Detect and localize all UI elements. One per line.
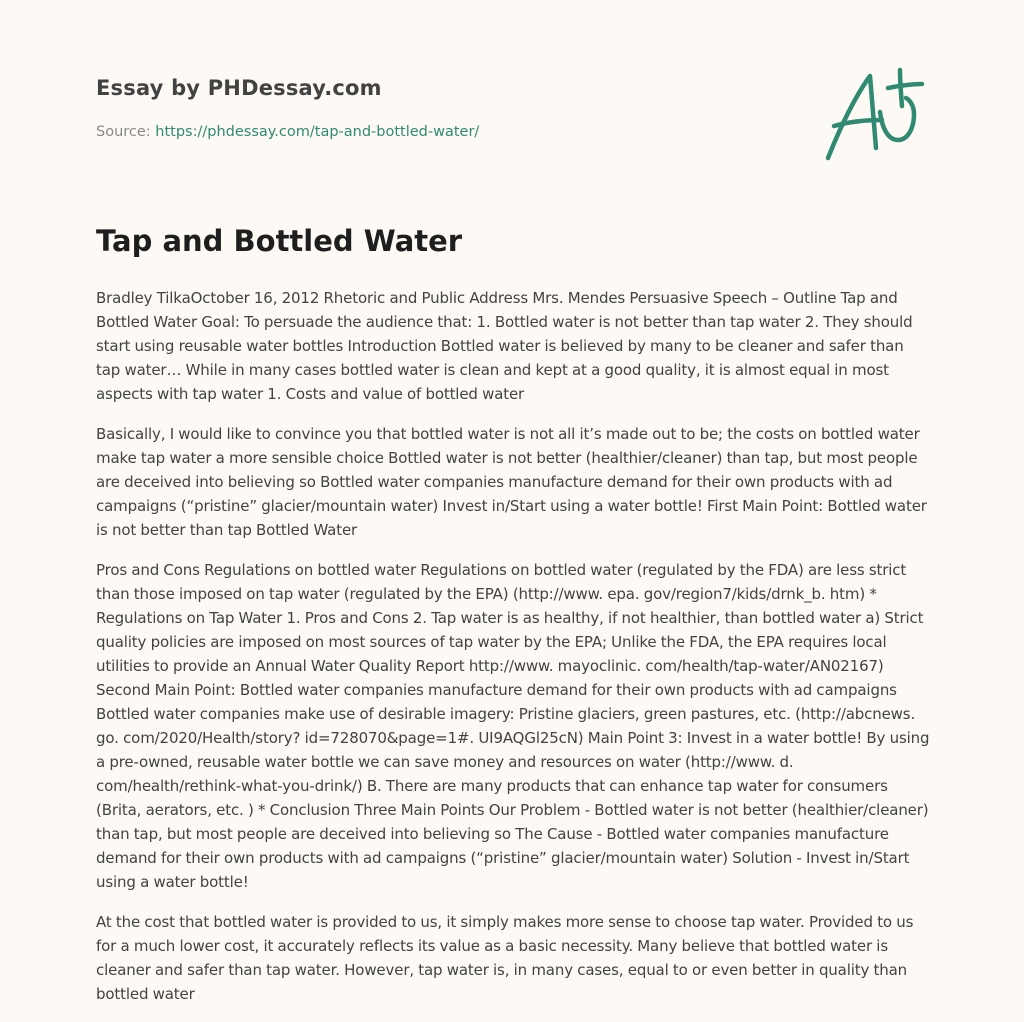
essay-paragraph: Bradley TilkaOctober 16, 2012 Rhetoric and Public Address Mrs. Mendes Persuasive Speech – Outline Tap and Bottled Water Goal: To persuade the audience that: 1. Bottled water is not better than tap water 2. They should start using reusable water bottles Introduction Bottled water is believed by many to be cleaner and safer than tap water… While in many cases bottled water is clean and kept at a good quality, it is almost equal in most aspects with tap water 1. Costs and value of bottled water: [96, 289, 913, 403]
essay-paragraph: At the cost that bottled water is provided to us, it simply makes more sense to choose tap water. Provided to us for a much lower cost, it accurately reflects its value as a basic necessity. Many believe that bottled water is cleaner and safer than tap water. However, tap water is, in many cases, equal to or even better in quality than bottled water: [96, 913, 914, 1003]
essay-paragraph: Pros and Cons Regulations on bottled water Regulations on bottled water (regulated by the FDA) are less strict than those imposed on tap water (regulated by the EPA) (http://www. epa. gov/region7/kids/drnk_b. htm) * Regulations on Tap Water 1. Pros and Cons 2. Tap water is as healthy, if not healthier, than bottled water a) Strict quality policies are imposed on most sources of tap water by the EPA; Unlike the FDA, the EPA requires local utilities to provide an Annual Water Quality Report http://www. mayoclinic. com/health/tap-water/AN02167) Second Main Point: Bottled water companies manufacture demand for their own products with ad campaigns Bottled water companies make use of desirable imagery: Pristine glaciers, green pastures, etc. (http://abcnews. go. com/2020/Health/story? id=728070&page=1#. UI9AQGl25cN) Main Point 3: Invest in a water bottle! By using a pre-owned, reusable water bottle we can save money and resources on water (http://www. d. com/health/rethink-what-you-drink/) B. There are many products that can enhance tap water for consumers (Brita, aerators, etc. ) * Conclusion Three Main Points Our Problem - Bottled water is not better (healthier/cleaner) than tap, but most people are deceived into believing so The Cause - Bottled water companies manufacture demand for their own products with ad campaigns (“pristine” glacier/mountain water) Solution - Invest in/Start using a water bottle!: [96, 561, 930, 891]
a-plus-grade-icon: [818, 66, 928, 166]
essay-body: [96, 286, 932, 1022]
source-line: [96, 124, 479, 140]
site-brand: Essay by PHDessay.com: [96, 76, 382, 100]
page-header: [96, 0, 928, 200]
essay-paragraph: Basically, I would like to convince you that bottled water is not all it’s made out to be; the costs on bottled water make tap water a more sensible choice Bottled water is not better (healthier/cleaner) than tap, but most people are deceived into believing so Bottled water companies manufacture demand for their own products with ad campaigns (“pristine” glacier/mountain water) Invest in/Start using a water bottle! First Main Point: Bottled water is not better than tap Bottled Water: [96, 425, 927, 539]
source-link[interactable]: https://phdessay.com/tap-and-bottled-water/: [155, 124, 480, 140]
essay-title: Tap and Bottled Water: [96, 224, 463, 258]
source-label: Source:: [96, 124, 156, 140]
